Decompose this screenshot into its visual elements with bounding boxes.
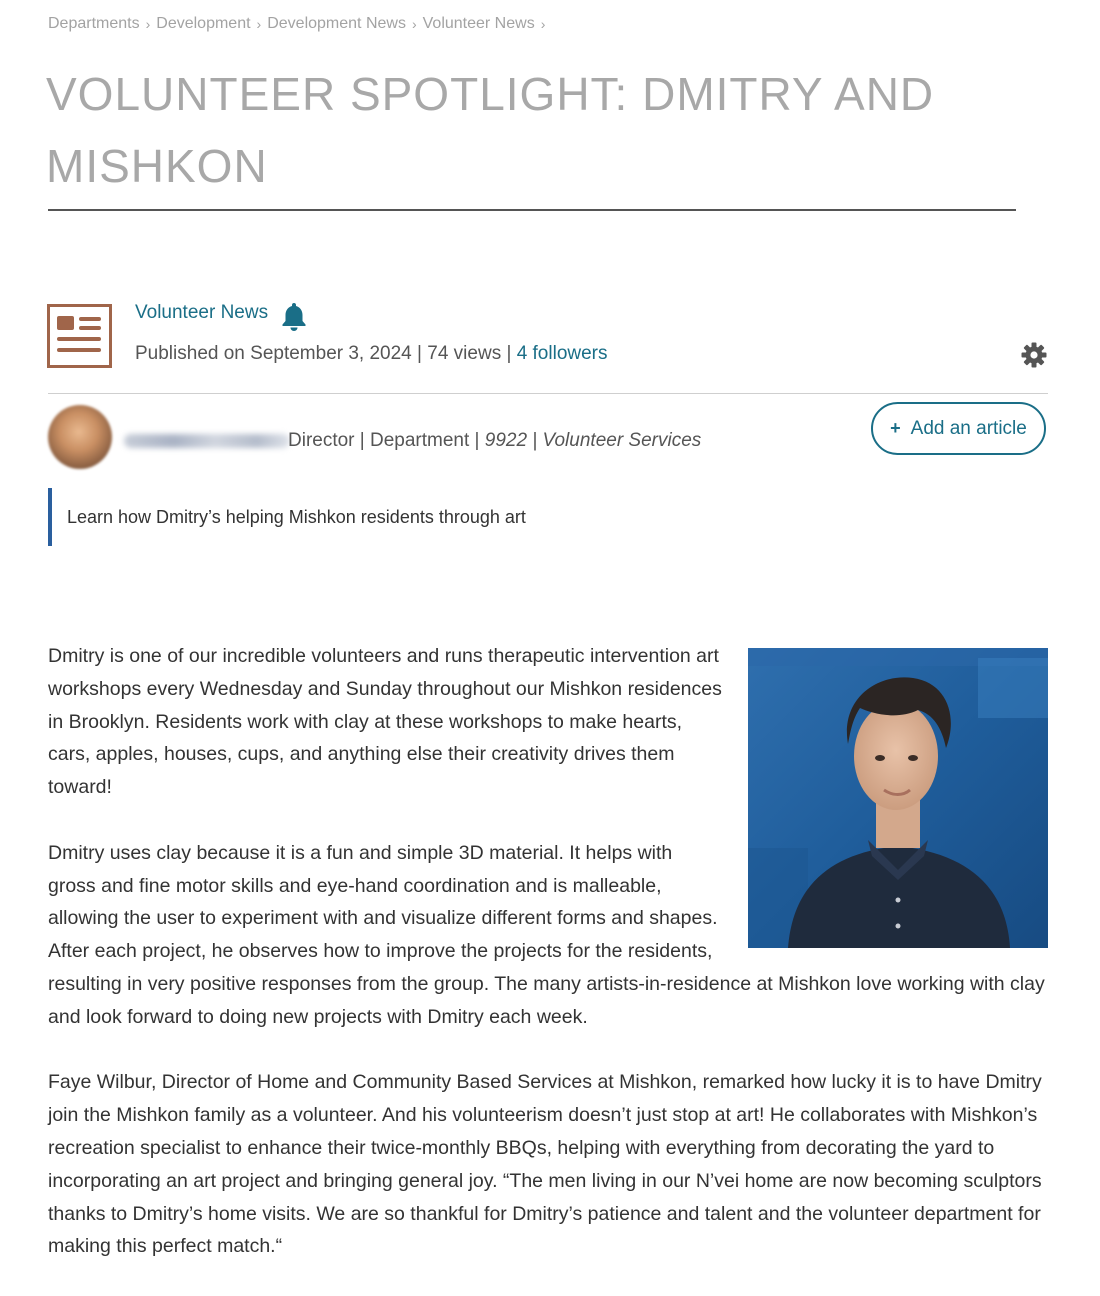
- body-paragraph: Dmitry uses clay because it is a fun and simple 3D material. It helps with gross and fine motor skills and eye-hand coordination and is malleable, allowing the user to experiment with and visualize different forms and shapes. After each project, he observes how to improve the projects for the residents, resulting in very positive responses from the group. The many artists-in-residence at Mishkon love working with clay and look forward to doing new projects with Dmitry each week.: [48, 841, 1045, 1028]
- breadcrumb: [48, 15, 551, 33]
- article-summary: [48, 488, 748, 546]
- meta-divider: [48, 393, 1048, 394]
- author-role-department: Director | Department |: [288, 430, 480, 451]
- body-paragraph: Faye Wilbur, Director of Home and Community Based Services at Mishkon, remarked how lucky it is to have Dmitry join the Mishkon family as a volunteer. And his volunteerism doesn’t just stop at art! He collaborates with Mishkon’s recreation specialist to enhance their twice-monthly BBQs, helping with everything from decorating the yard to incorporating an art project and bringing general joy. “The men living in our N’vei home are now becoming sculptors thanks to Dmitry’s home visits. We are so thankful for Dmitry’s patience and talent and the volunteer department for making this perfect match.“: [48, 1071, 1042, 1258]
- breadcrumb-development-news[interactable]: Development News: [267, 15, 406, 32]
- author-name[interactable]: [124, 434, 290, 448]
- bell-icon[interactable]: [281, 301, 307, 331]
- breadcrumb-separator: ›: [540, 16, 546, 32]
- meta-separator: |: [506, 343, 512, 364]
- breadcrumb-separator: ›: [411, 16, 417, 32]
- meta-separator: |: [417, 343, 422, 364]
- gear-icon[interactable]: [1021, 342, 1047, 368]
- body-paragraph: Dmitry is one of our incredible volunteers and runs therapeutic intervention art workshops every Wednesday and Sunday throughout our Mishkon residences in Brooklyn. Residents work with clay at these workshops to make hearts, cars, apples, houses, cups, and anything else their creativity drives them toward!: [48, 645, 722, 799]
- followers-link[interactable]: 4 followers: [516, 343, 608, 364]
- breadcrumb-development[interactable]: Development: [156, 15, 251, 32]
- published-date: Published on September 3, 2024: [135, 343, 412, 364]
- channel-link[interactable]: Volunteer News: [135, 302, 269, 323]
- summary-text: Learn how Dmitry’s helping Mishkon residents through art: [67, 506, 526, 527]
- volunteer-photo: [748, 648, 1048, 948]
- author-extension-division: 9922 | Volunteer Services: [484, 430, 702, 451]
- article-meta: [135, 343, 608, 365]
- breadcrumb-departments[interactable]: Departments: [48, 15, 140, 32]
- add-article-label: Add an article: [910, 417, 1027, 439]
- newspaper-icon: [47, 304, 112, 368]
- breadcrumb-separator: ›: [145, 16, 151, 32]
- view-count: 74 views: [427, 343, 502, 364]
- plus-icon: +: [890, 418, 901, 438]
- author-avatar[interactable]: [48, 405, 112, 469]
- add-article-button[interactable]: [871, 402, 1046, 455]
- title-divider: [48, 209, 1016, 211]
- breadcrumb-volunteer-news[interactable]: Volunteer News: [422, 15, 535, 32]
- breadcrumb-separator: ›: [256, 16, 262, 32]
- author-info: [288, 430, 701, 452]
- page-title: VOLUNTEER SPOTLIGHT: DMITRY AND MISHKON: [46, 68, 935, 192]
